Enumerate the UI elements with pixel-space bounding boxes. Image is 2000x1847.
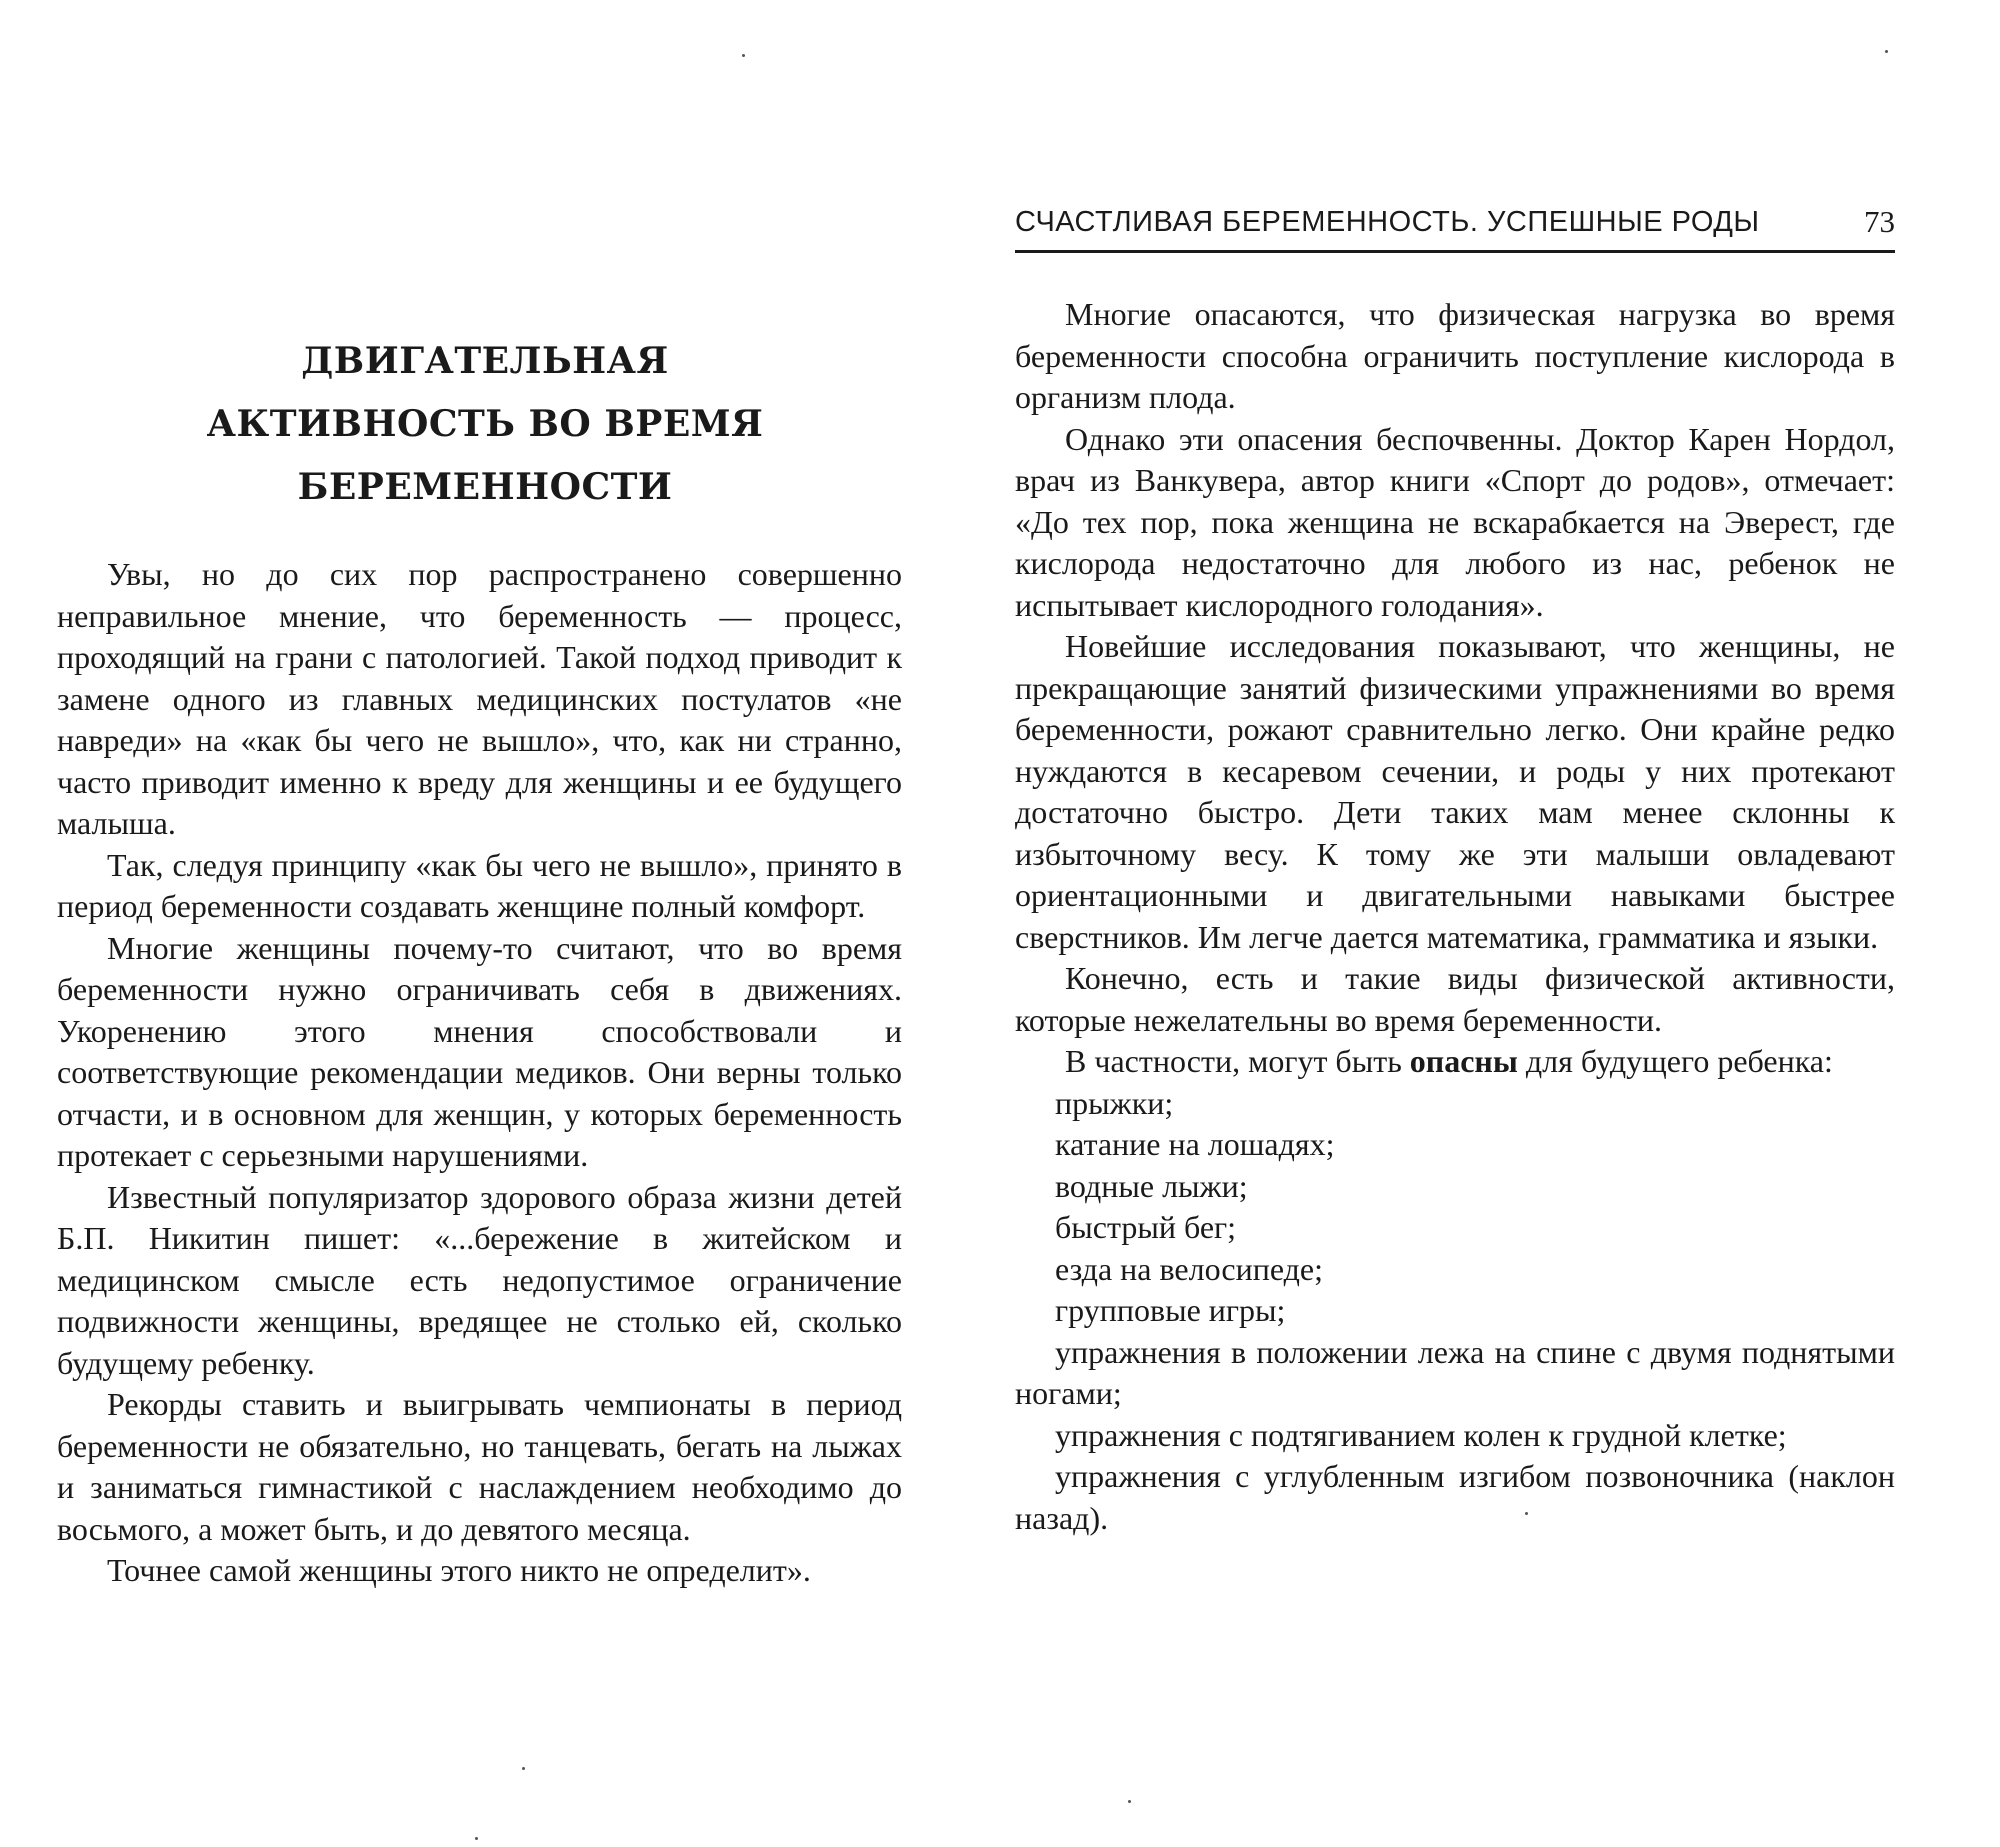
paragraph: Рекорды ставить и выигрывать чемпионаты в период беременности не обязательно, но танцевать, бегать на лыжах и заниматься гимнастикой с наслаждением необходимо до восьмого, а может быть, и до девятого месяца. (57, 1386, 902, 1547)
scan-speck (475, 1837, 478, 1840)
left-body-text (57, 554, 902, 1592)
scan-speck (1885, 50, 1888, 53)
list-item: прыжки; (1055, 1084, 1174, 1121)
list-item: упражнения с подтягиванием колен к грудной клетке; (1055, 1416, 1787, 1453)
paragraph: Однако эти опасения беспочвенны. Доктор Карен Нордол, врач из Ванкувера, автор книги «Спорт до родов», отмечает: «До тех пор, пока женщина не вскарабкается на Эверест, где кислорода недостаточно для любого из нас, ребенок не испытывает кислородного голодания». (1015, 420, 1895, 623)
scan-speck (1525, 1512, 1528, 1515)
danger-intro-paragraph (1015, 1041, 1895, 1083)
scan-speck (742, 54, 745, 57)
paragraph: Новейшие исследования показывают, что женщины, не прекращающие занятий физическими упражнениями во время беременности, рожают сравнительно легко. Они крайне редко нуждаются в кесаревом сечении, и роды у них протекают достаточно быстро. Дети таких мам менее склонны к избыточному весу. К тому же эти малыши овладевают ориентационными и двигательными навыками быстрее сверстников. Им легче дается математика, грамматика и языки. (1015, 628, 1895, 955)
list-item: езда на велосипеде; (1055, 1250, 1323, 1287)
danger-intro-bold: опасны (1409, 1043, 1518, 1079)
paragraph: Точнее самой женщины этого никто не определит». (107, 1552, 811, 1588)
running-header-title: СЧАСТЛИВАЯ БЕРЕМЕННОСТЬ. УСПЕШНЫЕ РОДЫ (1015, 206, 1760, 238)
list-item: упражнения с углубленным изгибом позвоночника (наклон назад). (1015, 1458, 1895, 1536)
list-item: водные лыжи; (1055, 1167, 1248, 1204)
chapter-title-line-3: БЕРЕМЕННОСТИ (297, 466, 673, 508)
list-item: групповые игры; (1055, 1292, 1286, 1328)
running-header (1015, 202, 1895, 253)
list-item: быстрый бег; (1055, 1209, 1237, 1245)
page-number: 73 (1864, 204, 1895, 239)
paragraph: Так, следуя принципу «как бы чего не вышло», принято в период беременности создавать женщине полный комфорт. (57, 846, 902, 924)
dangerous-activities-list (1015, 1083, 1895, 1540)
chapter-title (60, 330, 910, 519)
paragraph: Многие опасаются, что физическая нагрузка во время беременности способна ограничить поступление кислорода в организм плода. (1015, 296, 1895, 415)
list-item: катание на лошадях; (1055, 1126, 1335, 1162)
scan-speck (1128, 1800, 1131, 1803)
paragraph: Конечно, есть и такие виды физической активности, которые нежелательны во время беременности. (1015, 960, 1895, 1038)
list-item: упражнения в положении лежа на спине с двумя поднятыми ногами; (1015, 1333, 1895, 1411)
scan-speck (522, 1767, 525, 1770)
paragraph: Увы, но до сих пор распространено совершенно неправильное мнение, что беременность — процесс, проходящий на грани с патологией. Такой подход приводит к замене одного из главных медицинских постулатов «не навреди» на «как бы чего не вышло», что, как ни странно, часто приводит именно к вреду для женщины и ее будущего малыша. (57, 556, 902, 841)
paragraph: Известный популяризатор здорового образа жизни детей Б.П. Никитин пишет: «...бережение в житейском и медицинском смысле есть недопустимое ограничение подвижности женщины, вредящее не столько ей, сколько будущему ребенку. (57, 1178, 902, 1381)
chapter-title-line-1: ДВИГАТЕЛЬНАЯ (301, 340, 669, 382)
chapter-title-line-2: АКТИВНОСТЬ ВО ВРЕМЯ (206, 403, 764, 445)
right-page (1000, 0, 2000, 1847)
danger-intro-before: В частности, могут быть (1065, 1043, 1410, 1079)
danger-intro-after: для будущего ребенка: (1517, 1043, 1833, 1079)
paragraph: Многие женщины почему-то считают, что во время беременности нужно ограничивать себя в движениях. Укоренению этого мнения способствовали и соответствующие рекомендации медиков. Они верны только отчасти, и в основном для женщин, у которых беременность протекает с серьезными нарушениями. (57, 929, 902, 1173)
right-body-text (1015, 294, 1895, 1539)
